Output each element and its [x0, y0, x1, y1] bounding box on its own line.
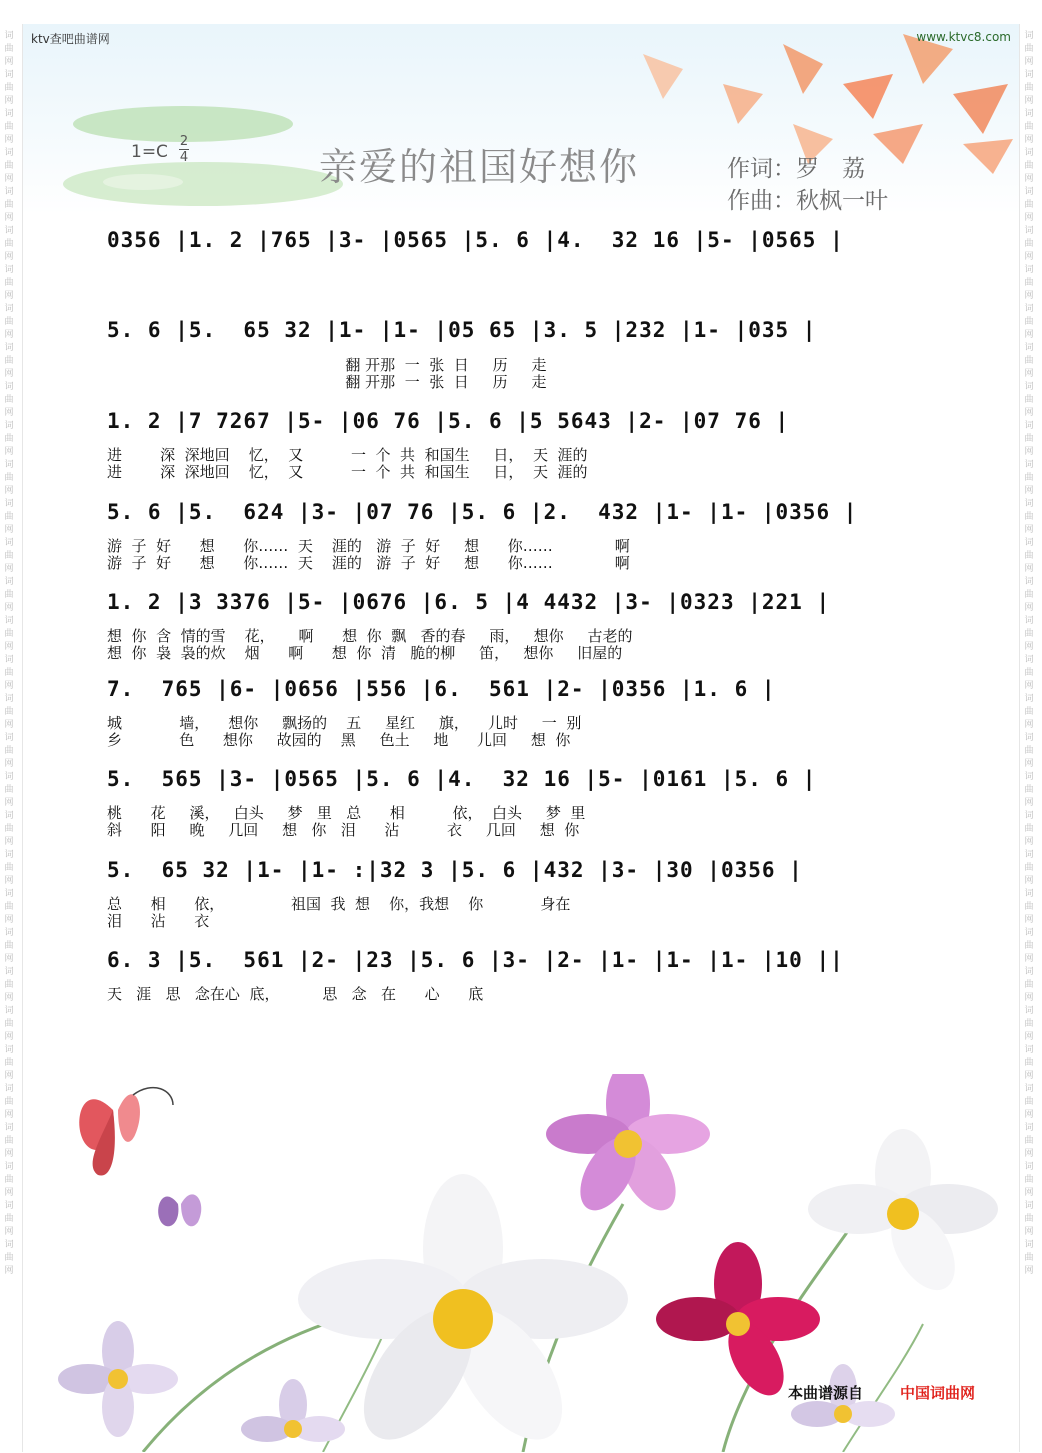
butterfly-icon — [79, 1088, 173, 1176]
flower-illustration — [23, 1074, 1019, 1452]
notes-line-4: 5. 6 |5. 624 |3- |07 76 |5. 6 |2. 432 |1- |1- |0356 | — [107, 500, 858, 524]
source-label: 本曲谱源自 — [788, 1384, 864, 1402]
lyrics-line-6a: 城 墙， 想你 飘扬的 五 星红 旗， 儿时 一 别 — [107, 714, 582, 732]
site-name-left: ktv查吧曲谱网 — [31, 32, 110, 46]
notes-line-2: 5. 6 |5. 65 32 |1- |1- |05 65 |3. 5 |232 |1- |035 | — [107, 318, 817, 342]
composer-credit: 作曲：秋枫一叶 — [727, 188, 888, 214]
meter-top: 2 — [179, 134, 189, 149]
source-site-link[interactable]: 中国词曲网 — [900, 1384, 976, 1402]
notes-line-6: 7. 765 |6- |0656 |556 |6. 561 |2- |0356 |1. 6 | — [107, 677, 776, 701]
cosmos-pink-flower — [546, 1074, 710, 1220]
notes-line-7: 5. 565 |3- |0565 |5. 6 |4. 32 16 |5- |0161 |5. 6 | — [107, 767, 817, 791]
notes-line-9: 6. 3 |5. 561 |2- |23 |5. 6 |3- |2- |1- |1- |1- |10 || — [107, 948, 844, 972]
notes-line-1: 0356 |1. 2 |765 |3- |0565 |5. 6 |4. 32 16 |5- |0565 | — [107, 228, 844, 252]
side-watermark-right: 词曲网词曲网词曲网词曲网词曲网词曲网词曲网词曲网词曲网词曲网词曲网词曲网词曲网词曲网词曲网词曲网词曲网词曲网词曲网词曲网词曲网词曲网词曲网词曲网词曲网词曲网词曲网词曲网词曲网词曲网词曲网词曲网 — [1024, 31, 1034, 1276]
lyrics-line-7a: 桃 花 溪， 白头 梦 里 总 相 依， 白头 梦 里 — [107, 804, 586, 822]
site-url-right: www.ktvc8.com — [916, 30, 1011, 44]
butterfly-icon-small — [158, 1194, 201, 1226]
lyrics-line-8a: 总 相 依， 祖国 我 想 你，我想 你 身在 — [107, 895, 571, 913]
lyrics-line-2b: 翻 开那 一 张 日 历 走 — [107, 373, 547, 391]
lyrics-line-5a: 想 你 含 情的雪 花， 啊 想 你 飘 香的春 雨， 想你 古老的 — [107, 627, 633, 645]
notes-line-8: 5. 65 32 |1- |1- :|32 3 |5. 6 |432 |3- |30 |0356 | — [107, 858, 803, 882]
lyrics-line-3a: 进 深 深地回 忆， 又 一 个 共 和国生 日， 天 涯的 — [107, 446, 588, 464]
sheet-music-page — [22, 24, 1020, 1452]
side-watermark-left: 词曲网词曲网词曲网词曲网词曲网词曲网词曲网词曲网词曲网词曲网词曲网词曲网词曲网词曲网词曲网词曲网词曲网词曲网词曲网词曲网词曲网词曲网词曲网词曲网词曲网词曲网词曲网词曲网词曲网词曲网词曲网词曲网 — [4, 31, 14, 1276]
lyrics-line-4a: 游 子 好 想 你…… 天 涯的 游 子 好 想 你…… 啊 — [107, 537, 630, 555]
cosmos-white-flower-right — [808, 1129, 998, 1301]
score — [23, 24, 1019, 1024]
lyrics-line-6b: 乡 色 想你 故园的 黑 色土 地 儿回 想 你 — [107, 731, 571, 749]
cosmos-white-flower — [298, 1174, 628, 1452]
song-title: 亲爱的祖国好想你 — [319, 145, 640, 189]
lyrics-line-2a: 翻 开那 一 张 日 历 走 — [107, 356, 547, 374]
cosmos-magenta-flower — [656, 1242, 820, 1405]
lyrics-line-5b: 想 你 袅 袅的炊 烟 啊 想 你 清 脆的柳 笛， 想你 旧屋的 — [107, 644, 623, 662]
flowers-and-butterflies-image — [23, 1074, 1019, 1452]
meter-bottom: 4 — [179, 150, 189, 165]
lyrics-line-9a: 天 涯 思 念在心 底， 思 念 在 心 底 — [107, 985, 484, 1003]
notes-line-5: 1. 2 |3 3376 |5- |0676 |6. 5 |4 4432 |3- |0323 |221 | — [107, 590, 831, 614]
cosmos-lavender-flower-2 — [241, 1379, 345, 1442]
lyrics-line-8b: 泪 沾 衣 — [107, 912, 210, 930]
cosmos-lavender-flower — [58, 1321, 178, 1437]
notes-line-3: 1. 2 |7 7267 |5- |06 76 |5. 6 |5 5643 |2- |07 76 | — [107, 409, 790, 433]
lyrics-line-4b: 游 子 好 想 你…… 天 涯的 游 子 好 想 你…… 啊 — [107, 554, 630, 572]
lyricist-credit: 作词：罗 荔 — [727, 156, 865, 182]
lyrics-line-3b: 进 深 深地回 忆， 又 一 个 共 和国生 日， 天 涯的 — [107, 463, 588, 481]
key-signature: 1=C — [131, 142, 168, 162]
lyrics-line-7b: 斜 阳 晚 几回 想 你 泪 沾 衣 几回 想 你 — [107, 821, 580, 839]
